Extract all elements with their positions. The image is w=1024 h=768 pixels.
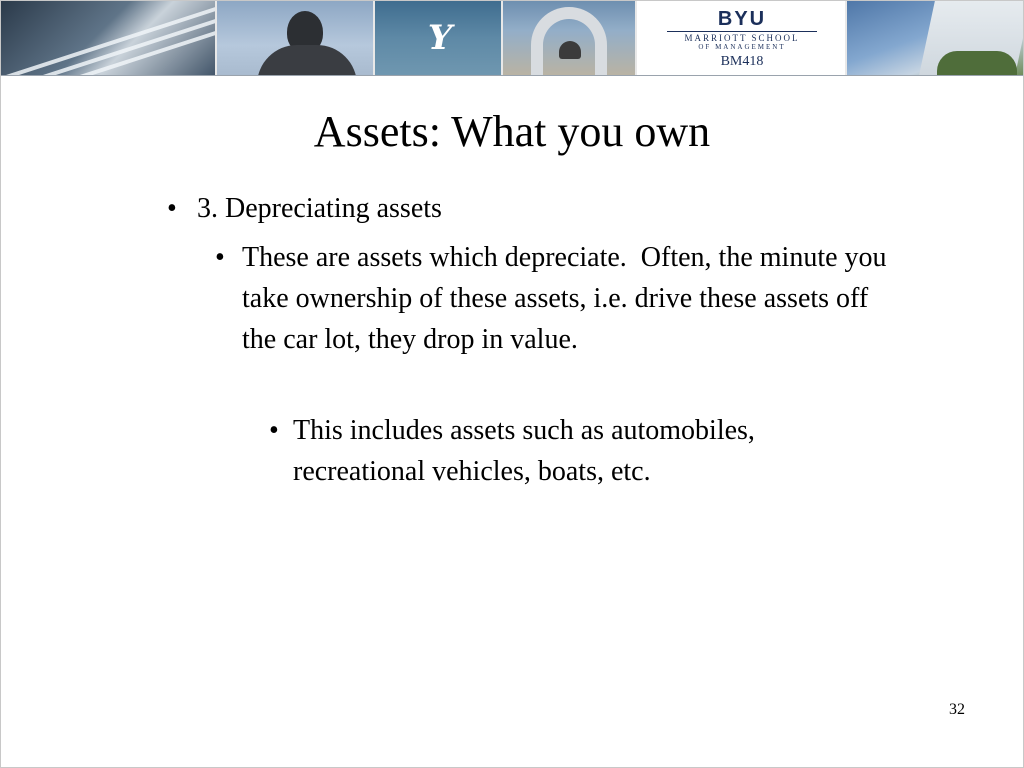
bullet-item-level-3 — [269, 410, 889, 492]
y-logo-icon: Y — [427, 18, 453, 58]
bullet-text: These are assets which depreciate. Often, the minute you take ownership of these assets, i.e. drive these assets off the car lot, they drop in value. — [242, 242, 894, 355]
byu-marriott-logo — [637, 1, 847, 75]
logo-school-line1: MARRIOTT SCHOOL — [684, 33, 800, 43]
slide-title: Assets: What you own — [313, 107, 711, 156]
header-banner — [1, 1, 1023, 76]
banner-photo-statue — [217, 1, 375, 75]
bullet-item-level-2 — [215, 237, 894, 360]
banner-photo-building-stripes — [1, 1, 217, 75]
bullet-icon: • — [215, 242, 225, 273]
bullet-icon: • — [269, 415, 279, 446]
bell-icon — [559, 41, 581, 59]
banner-photo-bell-tower — [503, 1, 637, 75]
banner-photo-campus-building — [847, 1, 1023, 75]
logo-course-code: BM418 — [720, 54, 764, 69]
bullet-item-level-1 — [167, 191, 907, 227]
bullet-text: This includes assets such as automobiles, recreational vehicles, boats, etc. — [293, 415, 755, 487]
bullet-text: 3. Depreciating assets — [197, 193, 442, 224]
logo-school-line2: OF MANAGEMENT — [698, 43, 786, 51]
bullet-icon: • — [167, 193, 177, 224]
logo-university: BYU — [717, 8, 767, 30]
page-number: 32 — [949, 701, 965, 718]
banner-photo-y-mountain — [375, 1, 503, 75]
